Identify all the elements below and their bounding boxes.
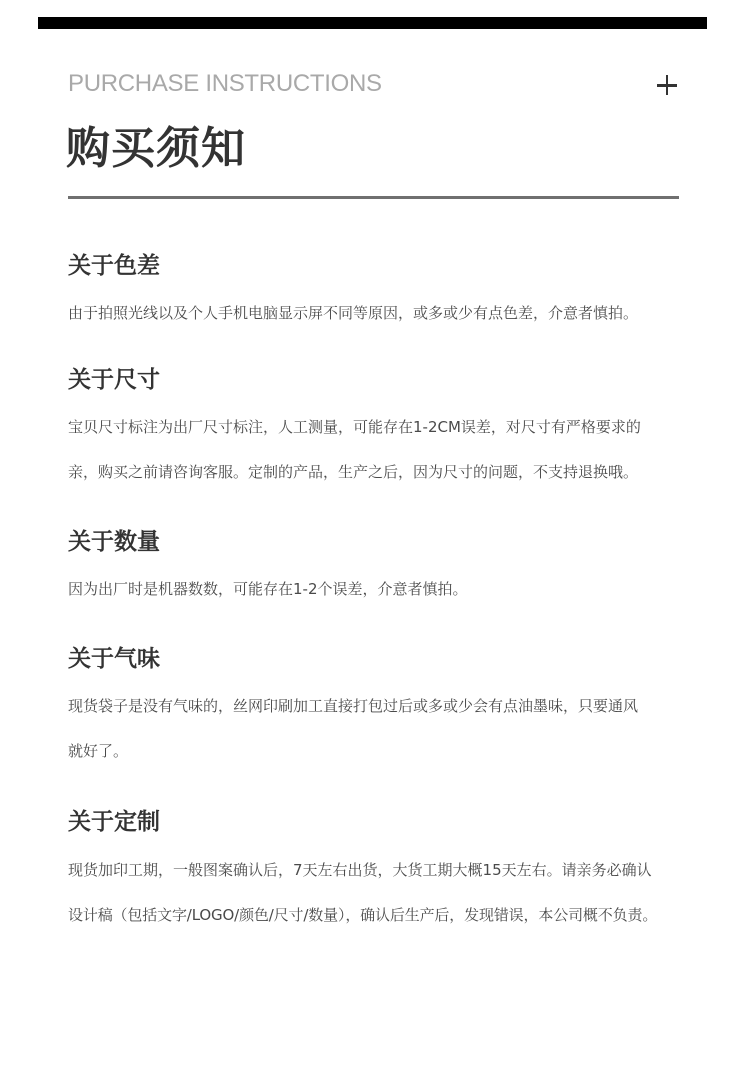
section-color-line-1: 由于拍照光线以及个人手机电脑显示屏不同等原因，或多或少有点色差，介意者慎拍。 <box>68 304 639 322</box>
section-custom-line-2: 设计稿（包括文字/LOGO/颜色/尺寸/数量），确认后生产后，发现错误，本公司概不负责。 <box>68 906 658 924</box>
section-size-line-1: 宝贝尺寸标注为出厂尺寸标注，人工测量，可能存在1-2CM误差，对尺寸有严格要求的 <box>68 418 641 436</box>
section-title-quantity: 关于数量 <box>68 529 160 555</box>
plus-icon[interactable] <box>657 75 677 95</box>
header-title-en: PURCHASE INSTRUCTIONS <box>68 70 382 97</box>
section-custom-line-1: 现货加印工期，一般图案确认后，7天左右出货，大货工期大概15天左右。请亲务必确认 <box>68 861 652 879</box>
section-smell-line-1: 现货袋子是没有气味的，丝网印刷加工直接打包过后或多或少会有点油墨味，只要通风 <box>68 697 639 715</box>
section-title-smell: 关于气味 <box>68 646 160 672</box>
section-size-line-2: 亲，购买之前请咨询客服。定制的产品，生产之后，因为尺寸的问题，不支持退换哦。 <box>68 463 639 481</box>
section-smell-line-2: 就好了。 <box>68 742 129 760</box>
top-bar <box>38 17 707 29</box>
header-divider <box>68 196 679 199</box>
section-quantity-line-1: 因为出厂时是机器数数，可能存在1-2个误差，介意者慎拍。 <box>68 580 468 598</box>
section-title-size: 关于尺寸 <box>68 367 160 393</box>
header-title-cn: 购买须知 <box>66 123 246 174</box>
section-title-custom: 关于定制 <box>68 809 160 835</box>
section-title-color: 关于色差 <box>68 253 160 279</box>
